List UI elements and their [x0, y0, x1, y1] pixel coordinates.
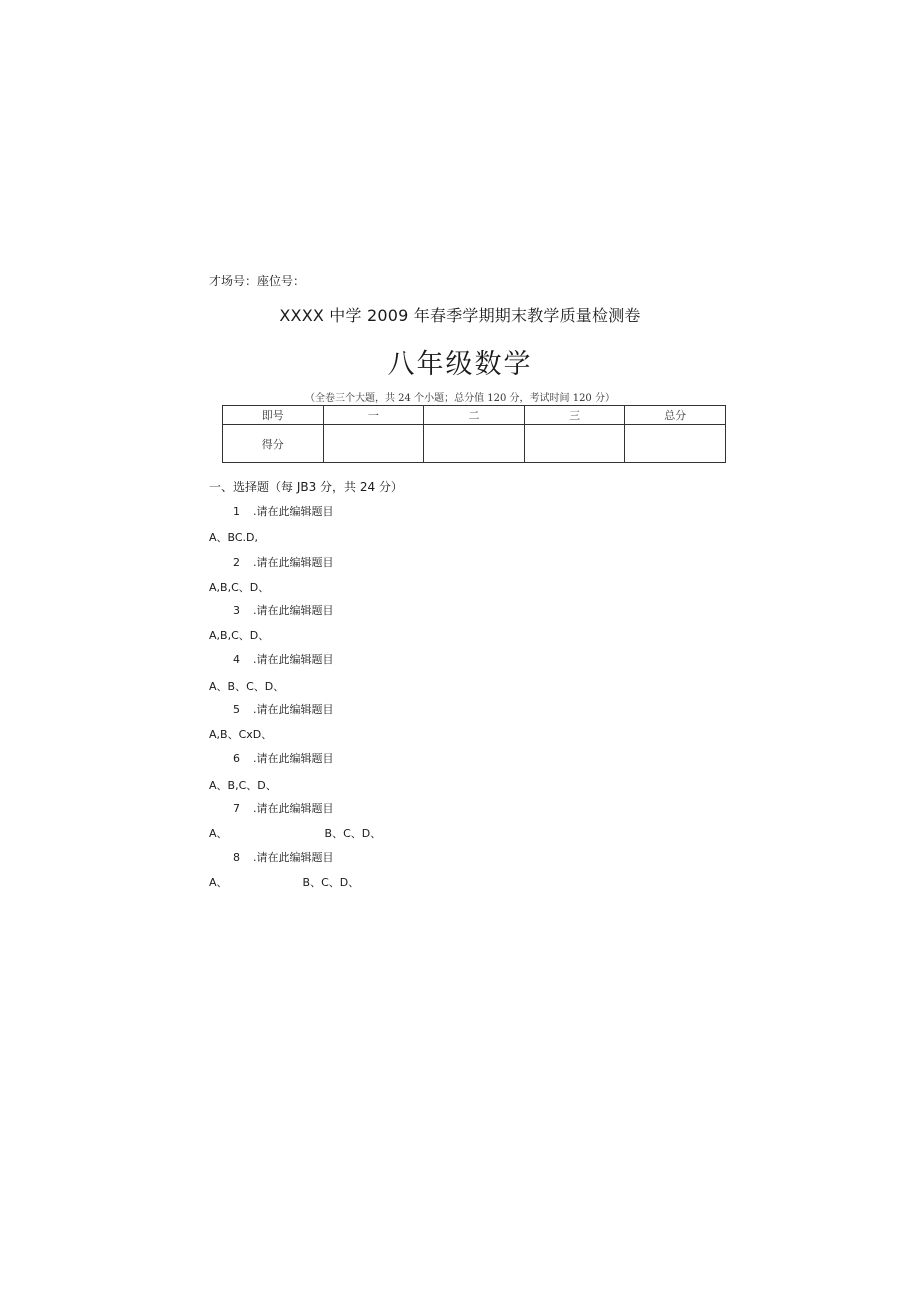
score-table-header-row	[223, 406, 726, 425]
subject-title: 八年级数学	[387, 349, 533, 380]
options-b-c-d: B、C、D、	[324, 827, 382, 840]
options-b-c-d: B、C、D、	[302, 876, 360, 889]
question-number: 5	[233, 703, 240, 716]
option-a: A、	[209, 876, 228, 889]
score-table	[222, 405, 726, 463]
question-options: A、B,C、D、	[209, 779, 277, 792]
question-text: .请在此编辑题目	[253, 505, 334, 518]
option-a: A、	[209, 827, 228, 840]
question-text: .请在此编辑题目	[253, 752, 334, 765]
score-row-label: 得分	[223, 425, 324, 463]
question-item	[233, 602, 334, 618]
question-text: .请在此编辑题目	[253, 851, 334, 864]
question-number: 6	[233, 752, 240, 765]
score-cell[interactable]	[625, 425, 726, 463]
question-item	[233, 503, 334, 519]
score-table-header-cell: 即号	[223, 406, 324, 425]
question-text: .请在此编辑题目	[253, 653, 334, 666]
score-cell[interactable]	[323, 425, 424, 463]
score-table-header-cell: 二	[424, 406, 525, 425]
question-options	[209, 825, 381, 841]
question-text: .请在此编辑题目	[253, 703, 334, 716]
question-number: 4	[233, 653, 240, 666]
question-number: 2	[233, 556, 240, 569]
question-item	[233, 800, 334, 816]
question-item	[233, 750, 334, 766]
question-item	[233, 554, 334, 570]
exam-school-title: XXXX 中学 2009 年春季学期期末教学质量检测卷	[279, 306, 641, 325]
question-number: 1	[233, 505, 240, 518]
question-options	[209, 874, 359, 890]
question-item	[233, 849, 334, 865]
question-options: A,B、CxD、	[209, 728, 273, 741]
question-text: .请在此编辑题目	[253, 802, 334, 815]
question-text: .请在此编辑题目	[253, 556, 334, 569]
question-options: A、BC.D,	[209, 531, 259, 544]
score-table-score-row	[223, 425, 726, 463]
score-table-header-cell: 总分	[625, 406, 726, 425]
question-number: 8	[233, 851, 240, 864]
score-table-header-cell: 一	[323, 406, 424, 425]
question-options: A,B,C、D、	[209, 629, 270, 642]
score-cell[interactable]	[524, 425, 625, 463]
question-text: .请在此编辑题目	[253, 604, 334, 617]
score-table-header-cell: 三	[524, 406, 625, 425]
exam-instructions-note: （全卷三个大题，共 24 个小题；总分值 120 分，考试时间 120 分）	[305, 393, 615, 404]
section-one-heading: 一、选择题（每 JB3 分，共 24 分）	[209, 480, 403, 494]
question-options: A,B,C、D、	[209, 581, 270, 594]
question-item	[233, 701, 334, 717]
question-number: 7	[233, 802, 240, 815]
score-cell[interactable]	[424, 425, 525, 463]
question-item	[233, 651, 334, 667]
question-options: A、B、C、D、	[209, 680, 285, 693]
question-number: 3	[233, 604, 240, 617]
exam-seat-number-line: 才场号：座位号：	[209, 274, 306, 288]
